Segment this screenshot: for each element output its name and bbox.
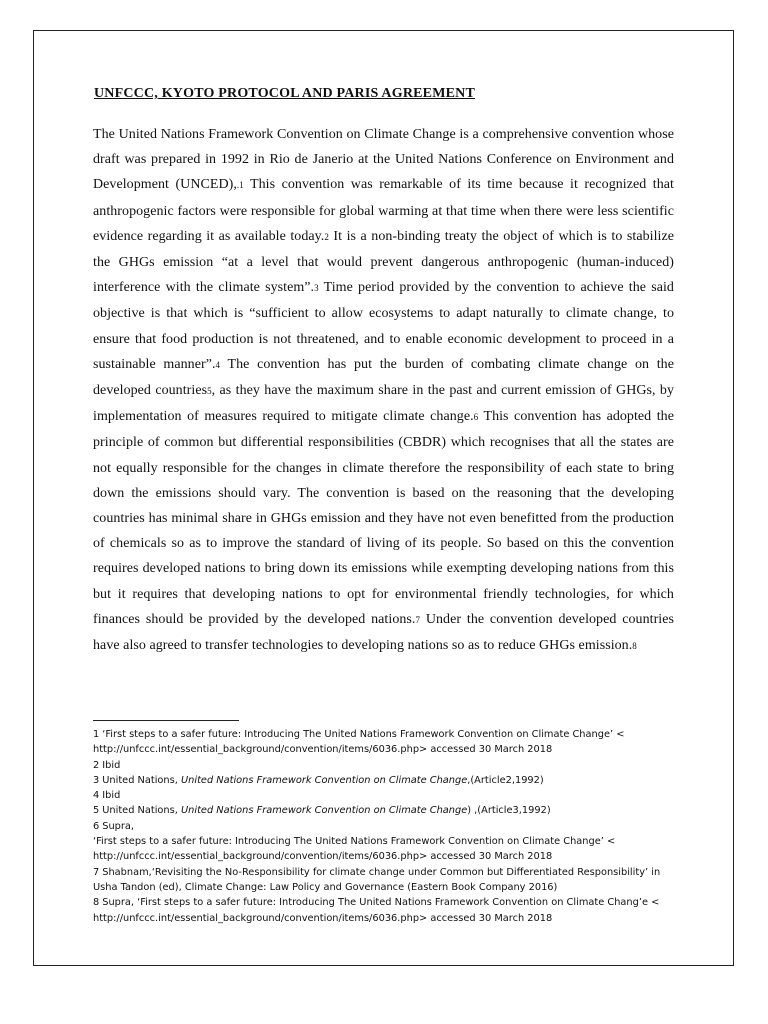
footnote-item: [93, 788, 677, 803]
footnote-ref: 7: [415, 614, 421, 625]
footnote-title: United Nations Framework Convention on Climate Change: [180, 805, 468, 817]
footnote-text: United Nations,: [102, 774, 181, 786]
footnote-ref: 4: [215, 359, 221, 370]
footnote-ref: .1: [236, 180, 244, 191]
footnote-ref: 8: [632, 641, 637, 652]
footnote-text: ) ,(Article3,1992): [467, 805, 551, 817]
footnote-number: 2: [93, 759, 100, 771]
footnote-ref: 5: [207, 386, 212, 397]
body-text-run: The United Nations Framework Convention on Climate Change is a comprehensive convention whose draft was prepared in 1992 in Rio de Janerio at the United Nations Conference on Environment and Development (UNCED),: [93, 127, 674, 193]
body-text-run: This convention has adopted the principle of common but differential responsibilities (CBDR) which recognises that all the states are not equally responsible for the changes in climate therefore the responsibility of each state to bring down the emissions should vary. The convention is based on the reasoning that the developing countries has minimal share in GHGs emission and they have not even benefitted from the production of chemicals so as to improve the standard of living of its people. So based on this the convention requires developed nations to bring down its emissions while exempting developing nations from this but it requires that developing nations to opt for environmental friendly technologies, for which finances should be provided by the developed nations.: [93, 409, 674, 627]
footnote-item: [93, 727, 677, 758]
footnote-text: Ibid: [102, 759, 121, 771]
footnote-number: 6: [93, 820, 100, 832]
footnote-number: 3: [93, 774, 100, 786]
body-paragraph: [93, 122, 674, 659]
body-text-run: It is a non-binding treaty the object of which is to stabilize the GHGs emission “at a level that would prevent dangerous anthropogenic (human-induced) interference with the climate system”.: [93, 228, 674, 296]
footnote-item: [93, 803, 677, 818]
body-text-run: , as they have the maximum share in the past and current emission of GHGs, by implementation of measures required to mitigate climate change.: [93, 383, 674, 425]
document-heading: UNFCCC, KYOTO PROTOCOL AND PARIS AGREEMENT: [94, 86, 475, 101]
footnote-text: ,(Article2,1992): [467, 774, 544, 786]
footnote-text: Shabnam,‘Revisiting the No-Responsibility for climate change under Common but Differentiated Responsibility’ in Usha Tandon (ed), Climate Change: Law Policy and Governance (Eastern Book Company 2016): [93, 866, 661, 893]
footnote-separator: [93, 720, 239, 721]
body-text-run: Time period provided by the convention to achieve the said objective is that which is “sufficient to allow ecosystems to adapt naturally to climate change, to ensure that food production is not threatened, and to enable economic development to proceed in a sustainable manner”.: [93, 280, 674, 372]
footnote-text: Supra, ‘First steps to a safer future: Introducing The United Nations Framework Convention on Climate Chang’e < http://unfccc.int/essential_background/convention/items/6036.php> accessed 30 March 2018: [93, 897, 660, 924]
footnote-number: 7: [93, 866, 100, 878]
body-text-run: This convention was remarkable of its time because it recognized that anthropogenic factors were responsible for global warming at that time when there were less scientific evidence regarding it as available today.: [93, 177, 674, 244]
footnote-number: 1: [93, 729, 100, 740]
body-text-run: The convention has put the burden of combating climate change on the developed countries: [93, 356, 674, 399]
footnote-text: Supra,: [102, 820, 135, 832]
footnote-item: [93, 819, 677, 865]
footnote-text: ‘First steps to a safer future: Introducing The United Nations Framework Convention on Climate Change’ < http://unfccc.int/essential_background/convention/items/6036.php> accessed 30 March 2018: [93, 729, 625, 756]
footnote-ref: 6: [473, 412, 479, 423]
footnote-number: 4: [93, 790, 100, 802]
footnote-item: [93, 895, 677, 926]
footnote-item: [93, 758, 677, 773]
footnote-item: [93, 865, 677, 896]
footnote-number: 8: [93, 897, 100, 909]
body-text-run: Under the convention developed countries have also agreed to transfer technologies to developing nations so as to reduce GHGs emission.: [93, 611, 674, 654]
footnote-text: ‘First steps to a safer future: Introducing The United Nations Framework Convention on Climate Change’ < http://unfccc.int/essential_background/convention/items/6036.php> accessed 30 March 2018: [93, 836, 616, 863]
footnote-title: United Nations Framework Convention on Climate Change: [180, 774, 468, 786]
footnote-ref: 2: [324, 231, 329, 242]
footnote-ref: 3: [314, 283, 319, 294]
footnote-item: [93, 773, 677, 788]
footnote-number: 5: [93, 805, 100, 817]
footnote-text: Ibid: [102, 790, 121, 802]
footnotes-section: [93, 727, 677, 926]
footnote-text: United Nations,: [102, 805, 181, 817]
